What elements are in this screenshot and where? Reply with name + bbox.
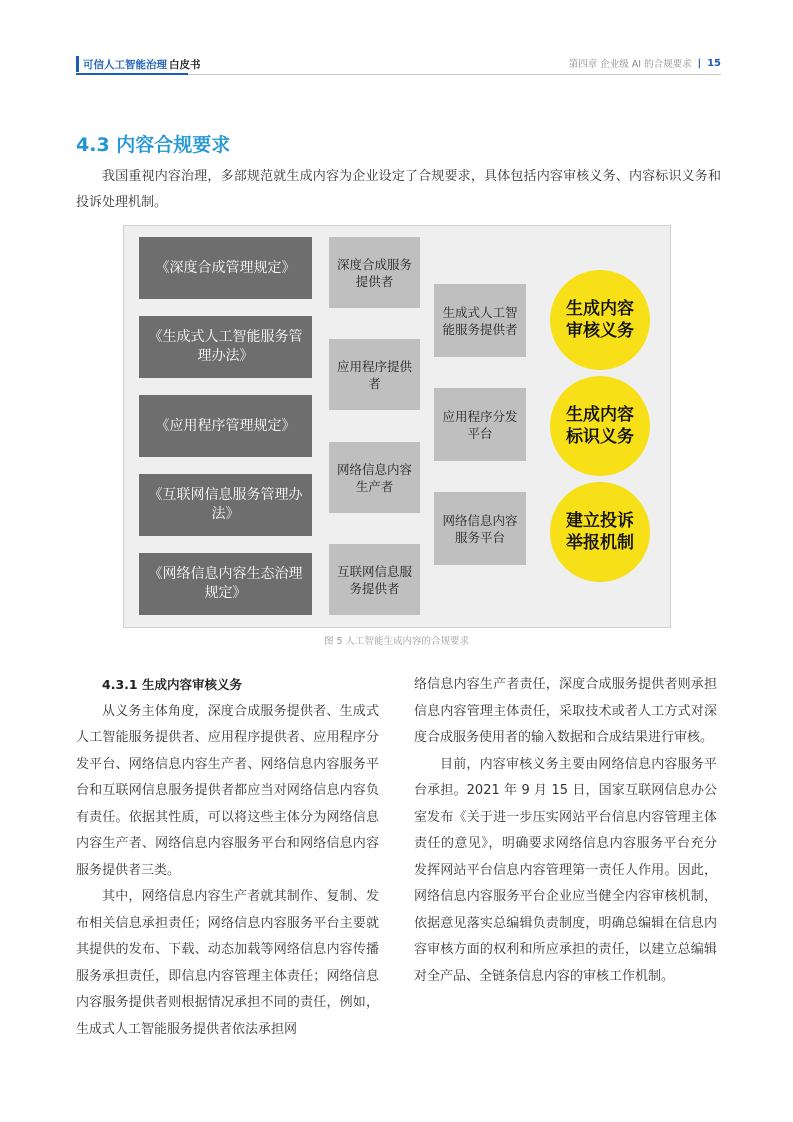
chapter-info: [569, 56, 721, 70]
header-rule-accent: [76, 73, 188, 75]
running-header: [76, 54, 721, 76]
law-box: 《网络信息内容生态治理规定》: [139, 553, 312, 615]
duty-circle: 生成内容标识义务: [550, 376, 650, 476]
paragraph: 络信息内容生产者责任，深度合成服务提供者则承担信息内容管理主体责任，采取技术或者人工方式对深度合成服务使用者的输入数据和合成结果进行审核。: [414, 677, 717, 745]
duty-circle: 建立投诉举报机制: [550, 482, 650, 582]
chapter-title: 第四章 企业级 AI 的合规要求: [568, 59, 692, 70]
body-column-left: [76, 672, 379, 1043]
section-intro: 我国重视内容治理，多部规范就生成内容为企业设定了合规要求，具体包括内容审核义务、内容标识义务和投诉处理机制。: [76, 169, 721, 210]
header-separator: |: [697, 57, 702, 69]
actor-box: 应用程序分发平台: [434, 388, 526, 461]
provider-box: 深度合成服务提供者: [329, 237, 420, 308]
figure-caption: 图 5 人工智能生成内容的合规要求: [323, 636, 470, 647]
compliance-diagram: [123, 225, 671, 628]
provider-box: 网络信息内容生产者: [329, 442, 420, 513]
law-box: 《互联网信息服务管理办法》: [139, 474, 312, 536]
actor-box: 生成式人工智能服务提供者: [434, 284, 526, 357]
section-title: 4.3 内容合规要求: [76, 134, 231, 156]
subsection-heading: 4.3.1 生成内容审核义务: [102, 677, 242, 692]
book-title-blue: 可信人工智能治理: [83, 58, 167, 71]
law-box: 《深度合成管理规定》: [139, 237, 312, 299]
law-box: 《应用程序管理规定》: [139, 395, 312, 457]
page-number: 15: [707, 57, 721, 69]
paragraph: 从义务主体角度，深度合成服务提供者、生成式人工智能服务提供者、应用程序提供者、应用程序分发平台、网络信息内容生产者、网络信息内容服务平台和互联网信息服务提供者都应当对网络信息内容负有责任。依据其性质，可以将这些主体分为网络信息内容生产者、网络信息内容服务平台和网络信息内容服务提供者三类。: [76, 703, 379, 878]
paragraph: 目前，内容审核义务主要由网络信息内容服务平台承担。2021 年 9 月 15 日，国家互联网信息办公室发布《关于进一步压实网站平台信息内容管理主体责任的意见》，明确要求网络信息内容服务平台充分发挥网站平台信息内容管理第一责任人作用。因此，网络信息内容服务平台企业应当健全内容审核机制，依据意见落实总编辑负责制度，明确总编辑在信息内容审核方面的权利和所应承担的责任，以建立总编辑对全产品、全链条信息内容的审核工作机制。: [414, 756, 717, 984]
duty-circle: 生成内容审核义务: [550, 270, 650, 370]
header-accent-bar: [76, 56, 79, 72]
actor-box: 网络信息内容服务平台: [434, 492, 526, 565]
provider-box: 应用程序提供者: [329, 339, 420, 410]
provider-box: 互联网信息服务提供者: [329, 544, 420, 615]
body-column-right: [414, 672, 717, 990]
law-box: 《生成式人工智能服务管理办法》: [139, 316, 312, 378]
book-title: [76, 54, 201, 74]
paragraph: 其中，网络信息内容生产者就其制作、复制、发布相关信息承担责任；网络信息内容服务平台主要就其提供的发布、下载、动态加载等网络信息内容传播服务承担责任，即信息内容管理主体责任；网络信息内容服务提供者则根据情况承担不同的责任，例如，生成式人工智能服务提供者依法承担网: [76, 889, 379, 1037]
book-title-dark: 白皮书: [169, 58, 201, 71]
